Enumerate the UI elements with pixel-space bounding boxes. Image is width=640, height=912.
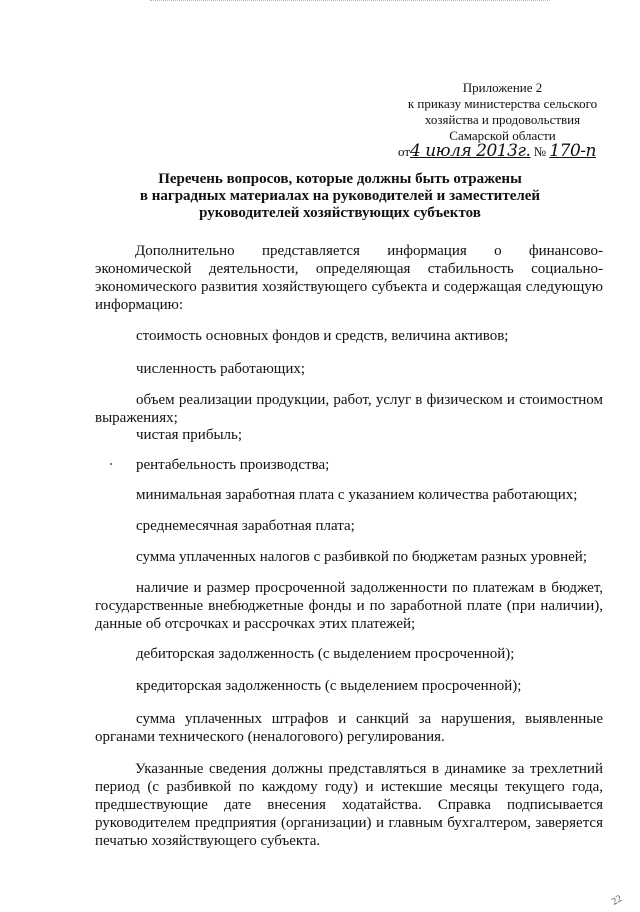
page-corner-mark: 22 — [609, 893, 625, 908]
handwritten-date: 4 июля 2013г. — [410, 141, 531, 161]
list-item: чистая прибыль; — [136, 427, 243, 443]
list-item: сумма уплаченных налогов с разбивкой по бюджетам разных уровней; — [136, 549, 588, 565]
appendix-line-2: к приказу министерства сельского — [407, 96, 598, 111]
appendix-line-4: Самарской области — [449, 128, 556, 143]
title-line-1: Перечень вопросов, которые должны быть отражены — [158, 171, 522, 187]
closing-paragraph: Указанные сведения должны представляться в динамике за трехлетний период (с разбивкой по каждому году) и истекшие месяцы текущего года, предшествующие дате внесения ходатайства. Справка подписывается руководителем предприятия (организации) и главным бухгалтером, заверяется печатью хозяйствующего субъекта. — [95, 761, 603, 849]
list-item: численность работающих; — [136, 361, 306, 377]
appendix-line-3: хозяйства и продовольствия — [424, 112, 581, 127]
handwritten-number: 170-п — [549, 141, 596, 161]
scan-speck — [110, 463, 112, 465]
intro-paragraph: Дополнительно представляется информация о финансово-экономической деятельности, определяющая стабильность социально-экономического развития хозяйствующего субъекта и содержащая следующую информацию: — [95, 243, 603, 313]
list-item: наличие и размер просроченной задолженности по платежам в бюджет, государственные внебюджетные фонды и по заработной плате (при наличии), данные об отсрочках и рассрочках этих платежей; — [95, 580, 603, 632]
list-item: кредиторская задолженность (с выделением просроченной); — [136, 678, 522, 694]
title-line-3: руководителей хозяйствующих субъектов — [199, 205, 481, 221]
appendix-header — [395, 80, 610, 144]
list-item: рентабельность производства; — [136, 457, 330, 473]
title-line-2: в наградных материалах на руководителей и заместителей — [139, 188, 541, 204]
list-item: дебиторская задолженность (с выделением просроченной); — [136, 646, 515, 662]
list-item: сумма уплаченных штрафов и санкций за нарушения, выявленные органами технического (неналогового) регулирования. — [95, 711, 603, 745]
list-item: стоимость основных фондов и средств, величина активов; — [136, 328, 509, 344]
list-item: среднемесячная заработная плата; — [136, 518, 355, 534]
order-date-number — [398, 141, 613, 161]
scan-edge-line — [150, 0, 550, 2]
appendix-line-1: Приложение 2 — [462, 80, 543, 95]
document-title — [40, 171, 640, 222]
list-item: объем реализации продукции, работ, услуг в физическом и стоимостном выражениях; — [95, 392, 603, 426]
list-item: минимальная заработная плата с указанием количества работающих; — [136, 487, 578, 503]
from-prefix: от — [398, 144, 411, 159]
number-prefix: № — [533, 144, 547, 159]
